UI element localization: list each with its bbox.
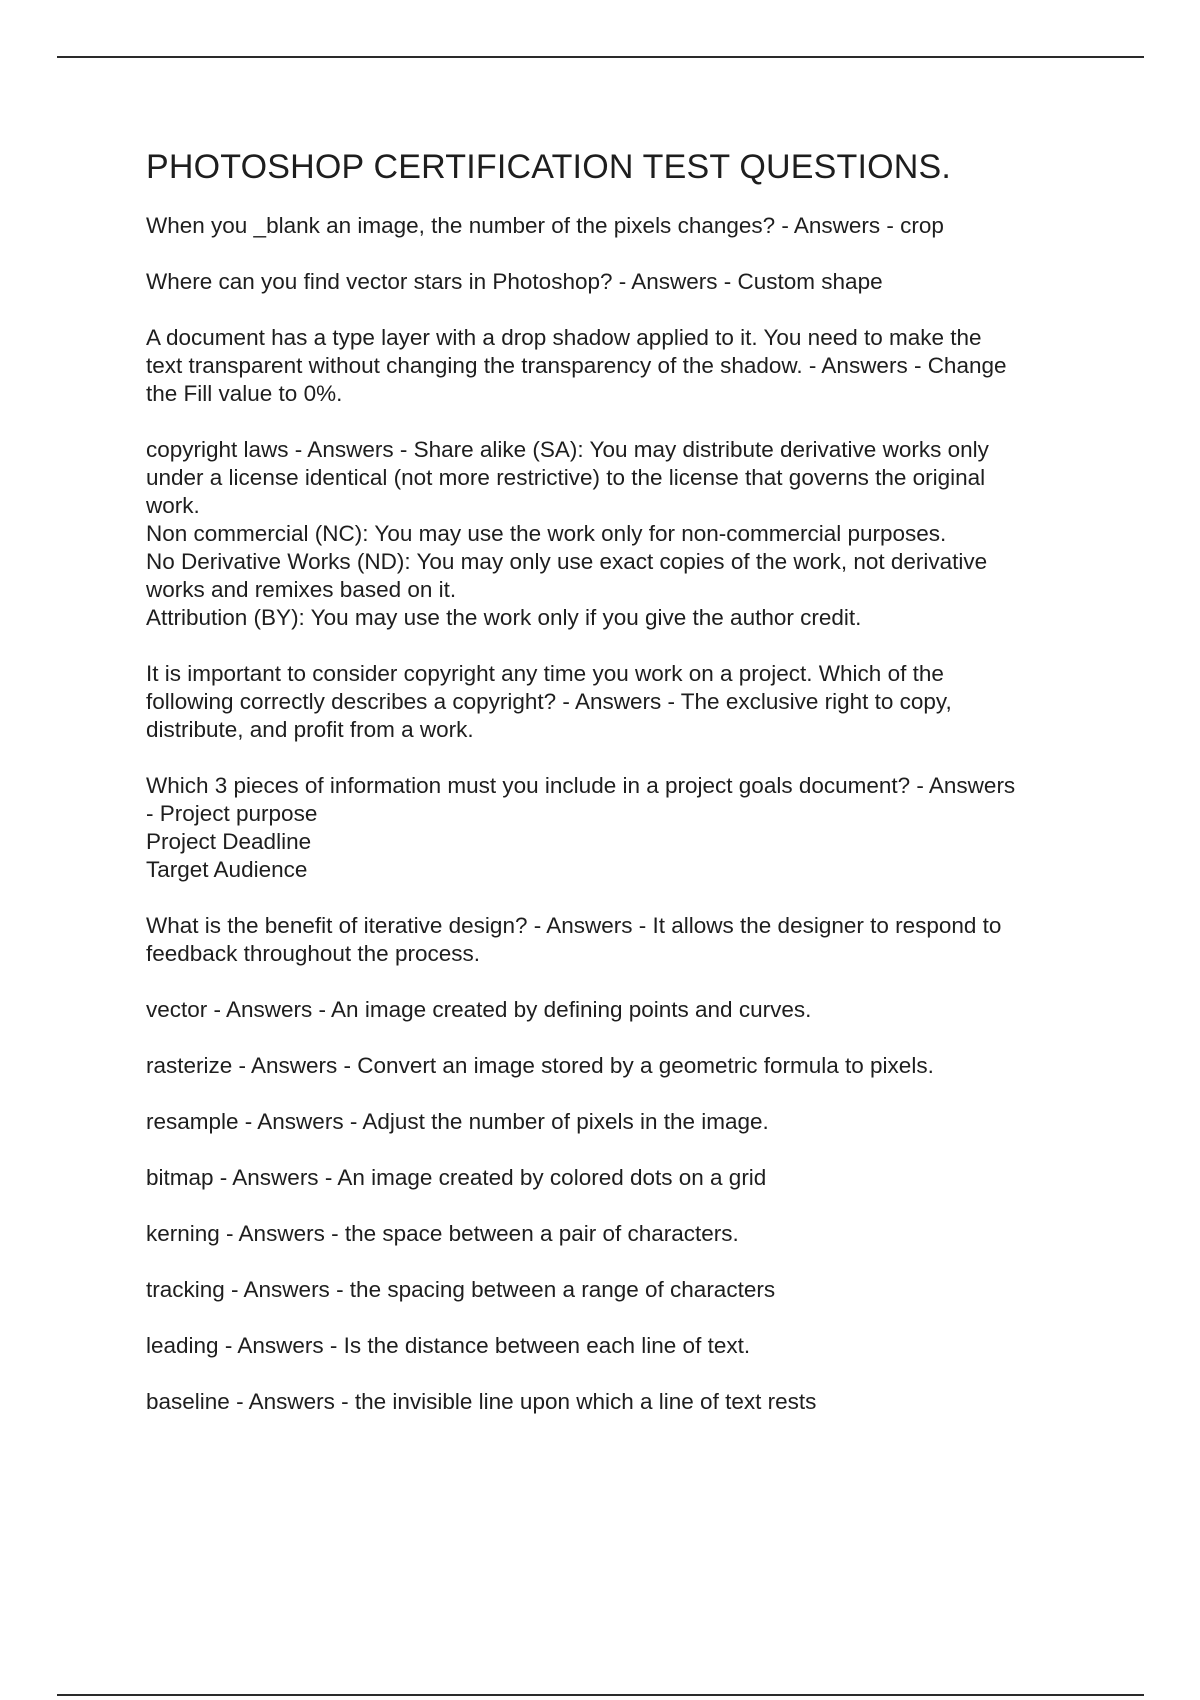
qa-entry-line: A document has a type layer with a drop shadow applied to it. You need to make the bbox=[146, 325, 982, 350]
qa-entry-line: Project Deadline bbox=[146, 829, 312, 854]
qa-entry-line: distribute, and profit from a work. bbox=[146, 717, 474, 742]
qa-entry bbox=[146, 1220, 1091, 1248]
qa-entry-line: resample - Answers - Adjust the number of pixels in the image. bbox=[146, 1109, 769, 1134]
qa-entry-line: kerning - Answers - the space between a pair of characters. bbox=[146, 1221, 739, 1246]
qa-entry bbox=[146, 268, 1091, 296]
qa-entry-line: Which 3 pieces of information must you include in a project goals document? - Answers bbox=[146, 773, 1016, 798]
qa-entry-line: the Fill value to 0%. bbox=[146, 381, 343, 406]
qa-entry-line: leading - Answers - Is the distance between each line of text. bbox=[146, 1333, 751, 1358]
qa-entry-line: Where can you find vector stars in Photoshop? - Answers - Custom shape bbox=[146, 269, 883, 294]
qa-entry bbox=[146, 436, 1091, 632]
qa-entry bbox=[146, 1332, 1091, 1360]
qa-entry-line: rasterize - Answers - Convert an image stored by a geometric formula to pixels. bbox=[146, 1053, 934, 1078]
qa-entry bbox=[146, 1052, 1091, 1080]
document-body bbox=[146, 148, 1091, 1444]
qa-list bbox=[146, 212, 1091, 1416]
qa-entry-line: works and remixes based on it. bbox=[146, 577, 457, 602]
qa-entry-line: Attribution (BY): You may use the work only if you give the author credit. bbox=[146, 605, 862, 630]
qa-entry bbox=[146, 660, 1091, 744]
qa-entry-line: Non commercial (NC): You may use the work only for non-commercial purposes. bbox=[146, 521, 947, 546]
header-rule bbox=[57, 56, 1144, 58]
qa-entry-line: tracking - Answers - the spacing between a range of characters bbox=[146, 1277, 776, 1302]
qa-entry-line: Target Audience bbox=[146, 857, 308, 882]
qa-entry-line: No Derivative Works (ND): You may only use exact copies of the work, not derivative bbox=[146, 549, 988, 574]
qa-entry bbox=[146, 996, 1091, 1024]
qa-entry-line: work. bbox=[146, 493, 200, 518]
qa-entry-line: bitmap - Answers - An image created by colored dots on a grid bbox=[146, 1165, 767, 1190]
qa-entry bbox=[146, 1108, 1091, 1136]
qa-entry-line: baseline - Answers - the invisible line upon which a line of text rests bbox=[146, 1389, 817, 1414]
qa-entry bbox=[146, 772, 1091, 884]
qa-entry-line: What is the benefit of iterative design? - Answers - It allows the designer to respond to bbox=[146, 913, 1002, 938]
qa-entry bbox=[146, 324, 1091, 408]
qa-entry-line: under a license identical (not more restrictive) to the license that governs the original bbox=[146, 465, 986, 490]
qa-entry-line: feedback throughout the process. bbox=[146, 941, 480, 966]
qa-entry bbox=[146, 1388, 1091, 1416]
qa-entry-line: It is important to consider copyright any time you work on a project. Which of the bbox=[146, 661, 944, 686]
qa-entry-line: vector - Answers - An image created by defining points and curves. bbox=[146, 997, 812, 1022]
qa-entry-line: following correctly describes a copyright? - Answers - The exclusive right to copy, bbox=[146, 689, 952, 714]
qa-entry bbox=[146, 912, 1091, 968]
page-title: PHOTOSHOP CERTIFICATION TEST QUESTIONS. bbox=[146, 148, 952, 186]
qa-entry-line: - Project purpose bbox=[146, 801, 318, 826]
qa-entry-line: copyright laws - Answers - Share alike (SA): You may distribute derivative works only bbox=[146, 437, 989, 462]
footer-rule bbox=[57, 1694, 1144, 1696]
qa-entry-line: text transparent without changing the transparency of the shadow. - Answers - Change bbox=[146, 353, 1007, 378]
qa-entry-line: When you _blank an image, the number of the pixels changes? - Answers - crop bbox=[146, 213, 944, 238]
qa-entry bbox=[146, 1164, 1091, 1192]
qa-entry bbox=[146, 1276, 1091, 1304]
qa-entry bbox=[146, 212, 1091, 240]
